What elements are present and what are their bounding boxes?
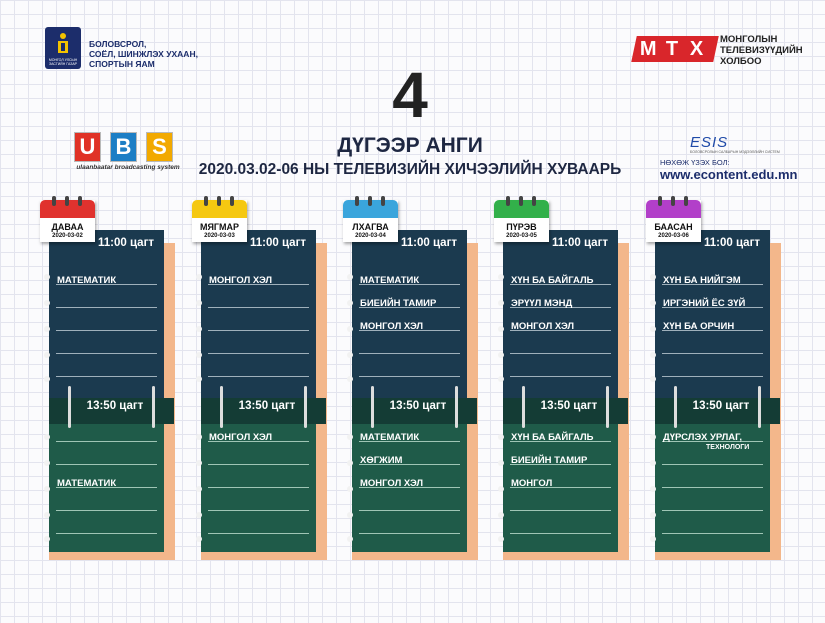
ubs-tagline: ulaanbaatar broadcasting system	[76, 164, 180, 171]
clip-icon	[522, 386, 525, 428]
bullet-dot	[347, 376, 353, 382]
bullet-dot	[498, 434, 504, 440]
ubs-letter-u: U	[74, 132, 101, 162]
mnb-letter-1: М	[639, 38, 657, 60]
day-date: 2020-03-06	[658, 233, 689, 239]
morning-board	[352, 230, 467, 398]
morning-subject: БИЕИЙН ТАМИР	[360, 298, 437, 309]
calendar-ring	[52, 196, 56, 206]
day-date: 2020-03-04	[355, 233, 386, 239]
board-line	[510, 510, 611, 511]
calendar-ring	[381, 196, 385, 206]
morning-time: 11:00 цагт	[552, 237, 609, 249]
afternoon-subject: МОНГОЛ ХЭЛ	[209, 432, 273, 443]
calendar-ring	[368, 196, 372, 206]
calendar-icon	[192, 200, 247, 242]
bullet-dot	[498, 376, 504, 382]
morning-subject: ХҮН БА НИЙГЭМ	[663, 275, 741, 286]
board-line	[56, 533, 157, 534]
board-line	[208, 533, 309, 534]
bullet-dot	[196, 376, 202, 382]
bullet-dot	[196, 486, 202, 492]
afternoon-subject: ХҮН БА БАЙГАЛЬ	[511, 432, 594, 443]
day-date: 2020-03-05	[506, 233, 537, 239]
morning-subject: МОНГОЛ ХЭЛ	[511, 321, 575, 332]
afternoon-time: 13:50 цагт	[540, 400, 598, 412]
ubs-letter-s: S	[146, 132, 173, 162]
bullet-dot	[44, 486, 50, 492]
afternoon-subject: МАТЕМАТИК	[360, 432, 420, 443]
clip-icon	[674, 386, 677, 428]
bullet-dot	[44, 300, 50, 306]
day-column-5	[646, 200, 781, 560]
bullet-dot	[347, 486, 353, 492]
board-line	[208, 510, 309, 511]
bullet-dot	[196, 326, 202, 332]
clip-icon	[220, 386, 223, 428]
mnb-logo	[634, 34, 803, 74]
grade-number: 4	[392, 59, 428, 131]
bullet-dot	[650, 512, 656, 518]
calendar-icon	[40, 200, 95, 242]
day-date: 2020-03-03	[204, 233, 235, 239]
bullet-dot	[498, 486, 504, 492]
board-line	[208, 330, 309, 331]
calendar-ring	[355, 196, 359, 206]
calendar-ring	[230, 196, 234, 206]
bullet-dot	[196, 352, 202, 358]
board-line	[510, 376, 611, 377]
day-name: МЯГМАР	[199, 222, 240, 232]
bullet-dot	[347, 352, 353, 358]
morning-time: 11:00 цагт	[250, 237, 307, 249]
board-line	[510, 533, 611, 534]
bullet-dot	[498, 460, 504, 466]
calendar-ring	[658, 196, 662, 206]
bullet-dot	[650, 460, 656, 466]
bullet-dot	[44, 434, 50, 440]
board-line	[662, 353, 763, 354]
morning-board	[503, 230, 618, 398]
bullet-dot	[650, 434, 656, 440]
board-line	[208, 376, 309, 377]
ministry-name: БОЛОВСРОЛ, СОЁЛ, ШИНЖЛЭХ УХААН, СПОРТЫН ЯАМ	[89, 39, 198, 69]
afternoon-subject: ХӨГЖИМ	[360, 455, 403, 466]
bullet-dot	[347, 536, 353, 542]
board-line	[359, 510, 460, 511]
mnb-logo-mark	[631, 36, 719, 62]
bullet-dot	[650, 300, 656, 306]
esis-subtitle: БОЛОВСРОЛЫН САЛБАРЫН МЭДЭЭЛЛИЙН СИСТЕМ	[690, 150, 780, 154]
bullet-dot	[44, 536, 50, 542]
afternoon-time: 13:50 цагт	[389, 400, 447, 412]
bullet-dot	[498, 512, 504, 518]
day-name: ДАВАА	[51, 222, 84, 232]
board-line	[208, 487, 309, 488]
calendar-icon	[646, 200, 701, 242]
board-line	[662, 487, 763, 488]
afternoon-subject-extra: ТЕХНОЛОГИ	[706, 444, 750, 451]
board-line	[662, 510, 763, 511]
board-line	[662, 533, 763, 534]
bullet-dot	[44, 274, 50, 280]
morning-time: 11:00 цагт	[704, 237, 761, 249]
calendar-ring	[217, 196, 221, 206]
bullet-dot	[347, 434, 353, 440]
afternoon-time: 13:50 цагт	[692, 400, 750, 412]
morning-time: 11:00 цагт	[98, 237, 155, 249]
calendar-icon	[343, 200, 398, 242]
bullet-dot	[196, 512, 202, 518]
board-line	[208, 353, 309, 354]
day-name: ПҮРЭВ	[506, 222, 537, 232]
board-line	[662, 376, 763, 377]
morning-board	[49, 230, 164, 398]
calendar-icon	[494, 200, 549, 242]
board-line	[56, 510, 157, 511]
esis-label: НӨХӨЖ ҮЗЭХ БОЛ:	[660, 158, 730, 167]
bullet-dot	[347, 274, 353, 280]
mnb-letter-2: Т	[665, 38, 679, 60]
bullet-dot	[44, 512, 50, 518]
morning-time: 11:00 цагт	[401, 237, 458, 249]
bullet-dot	[347, 460, 353, 466]
page-title: ДҮГЭЭР АНГИ	[337, 134, 483, 157]
board-line	[56, 330, 157, 331]
calendar-ring	[204, 196, 208, 206]
afternoon-subject: МАТЕМАТИК	[57, 478, 117, 489]
day-date: 2020-03-02	[52, 233, 83, 239]
calendar-ring	[65, 196, 69, 206]
bullet-dot	[196, 300, 202, 306]
calendar-ring	[78, 196, 82, 206]
esis-block	[660, 134, 820, 184]
bullet-dot	[498, 352, 504, 358]
morning-board	[201, 230, 316, 398]
morning-subject: ЭРҮҮЛ МЭНД	[511, 298, 573, 309]
state-emblem-icon	[45, 27, 81, 69]
board-line	[359, 353, 460, 354]
afternoon-time: 13:50 цагт	[238, 400, 296, 412]
afternoon-subject: МОНГОЛ ХЭЛ	[360, 478, 424, 489]
board-line	[359, 376, 460, 377]
board-line	[510, 353, 611, 354]
bullet-dot	[498, 326, 504, 332]
board-line	[56, 441, 157, 442]
board-line	[359, 533, 460, 534]
esis-logo: ESIS	[690, 134, 729, 151]
bullet-dot	[498, 274, 504, 280]
morning-subject: ИРГЭНИЙ ЁС ЗҮЙ	[663, 298, 746, 309]
bullet-dot	[44, 460, 50, 466]
calendar-ring	[671, 196, 675, 206]
bullet-dot	[498, 536, 504, 542]
afternoon-time: 13:50 цагт	[86, 400, 144, 412]
board-line	[208, 464, 309, 465]
esis-url[interactable]: www.econtent.edu.mn	[660, 167, 798, 182]
bullet-dot	[650, 326, 656, 332]
ubs-logo	[72, 132, 184, 176]
morning-subject: МОНГОЛ ХЭЛ	[209, 275, 273, 286]
bullet-dot	[650, 536, 656, 542]
bullet-dot	[650, 274, 656, 280]
mnb-letter-3: Х	[689, 38, 704, 60]
bullet-dot	[650, 352, 656, 358]
calendar-ring	[519, 196, 523, 206]
bullet-dot	[44, 326, 50, 332]
bullet-dot	[650, 376, 656, 382]
mnb-name: МОНГОЛЫН ТЕЛЕВИЗҮҮДИЙН ХОЛБОО	[720, 34, 803, 67]
bullet-dot	[44, 376, 50, 382]
afternoon-subject: ДҮРСЛЭХ УРЛАГ,	[663, 432, 743, 443]
page-subtitle: 2020.03.02-06 НЫ ТЕЛЕВИЗИЙН ХИЧЭЭЛИЙН ХУВААРЬ	[198, 161, 622, 178]
day-name: БААСАН	[654, 222, 693, 232]
calendar-ring	[532, 196, 536, 206]
morning-subject: МАТЕМАТИК	[57, 275, 117, 286]
board-line	[56, 376, 157, 377]
calendar-ring	[506, 196, 510, 206]
bullet-dot	[650, 486, 656, 492]
morning-board	[655, 230, 770, 398]
day-column-3	[343, 200, 478, 560]
morning-subject: ХҮН БА ОРЧИН	[663, 321, 735, 332]
board-line	[662, 464, 763, 465]
emblem-caption: МОНГОЛ УЛСЫН ЗАСГИЙН ГАЗАР	[48, 58, 78, 66]
morning-subject: ХҮН БА БАЙГАЛЬ	[511, 275, 594, 286]
board-line	[56, 353, 157, 354]
bullet-dot	[498, 300, 504, 306]
bullet-dot	[347, 300, 353, 306]
board-line	[208, 307, 309, 308]
bullet-dot	[196, 434, 202, 440]
bullet-dot	[347, 326, 353, 332]
morning-subject: МОНГОЛ ХЭЛ	[360, 321, 424, 332]
ubs-letter-b: B	[110, 132, 137, 162]
bullet-dot	[196, 460, 202, 466]
board-line	[56, 307, 157, 308]
bullet-dot	[196, 274, 202, 280]
bullet-dot	[347, 512, 353, 518]
day-column-1	[40, 200, 175, 560]
day-name: ЛХАГВА	[352, 222, 389, 232]
bullet-dot	[44, 352, 50, 358]
afternoon-subject: МОНГОЛ	[511, 478, 553, 489]
clip-icon	[371, 386, 374, 428]
afternoon-subject: БИЕИЙН ТАМИР	[511, 455, 588, 466]
day-column-4	[494, 200, 629, 560]
morning-subject: МАТЕМАТИК	[360, 275, 420, 286]
bullet-dot	[196, 536, 202, 542]
clip-icon	[68, 386, 71, 428]
ministry-logo	[45, 27, 215, 72]
board-line	[56, 464, 157, 465]
day-column-2	[192, 200, 327, 560]
calendar-ring	[684, 196, 688, 206]
